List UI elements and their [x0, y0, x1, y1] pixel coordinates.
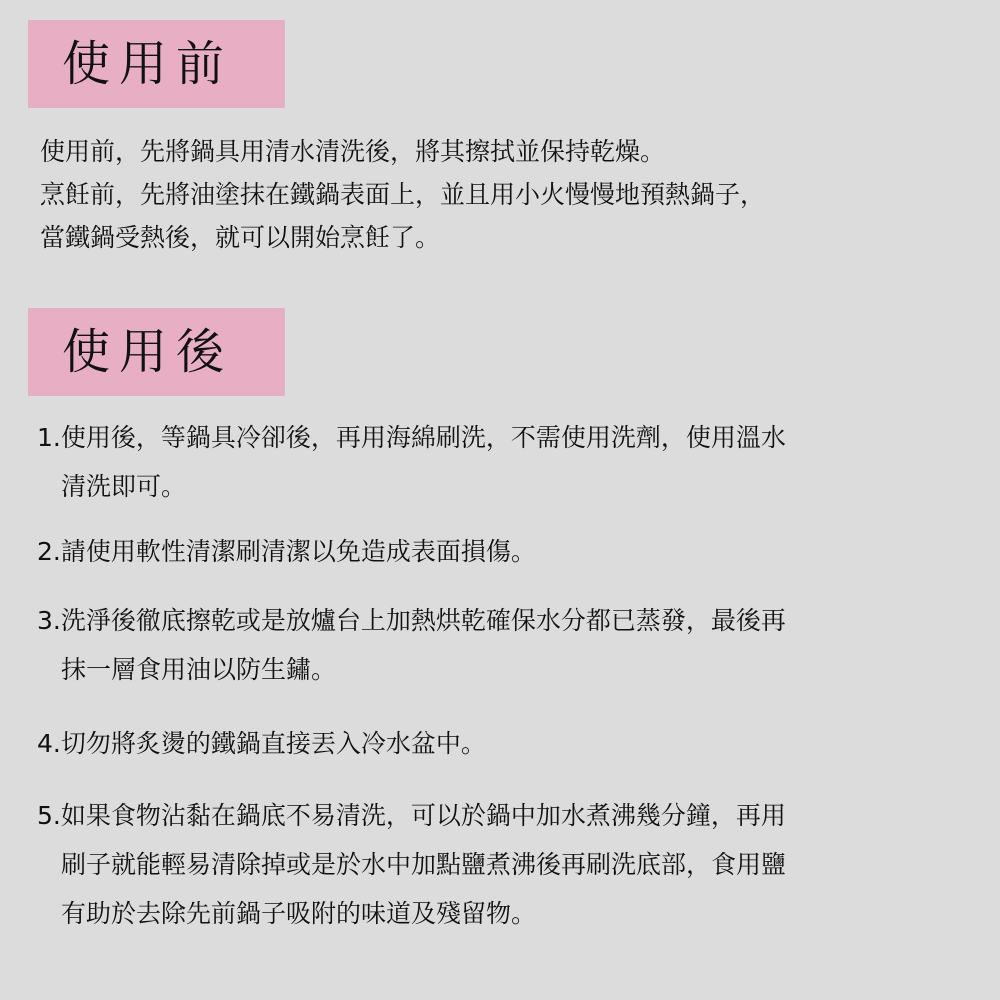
- item-line: 1.使用後，等鍋具冷卻後，再用海綿刷洗，不需使用洗劑，使用溫水: [37, 423, 786, 452]
- after-use-item-5: [37, 791, 967, 938]
- after-use-item-1: [37, 413, 967, 511]
- after-use-item-3: [37, 596, 967, 694]
- before-use-line: 當鐵鍋受熱後，就可以開始烹飪了。: [40, 223, 441, 252]
- after-use-item-4: [37, 719, 967, 768]
- before-use-line: 使用前，先將鍋具用清水清洗後，將其擦拭並保持乾燥。: [40, 137, 666, 166]
- after-use-heading: 使用後: [28, 308, 285, 396]
- item-line: 4.切勿將炙燙的鐵鍋直接丟入冷水盆中。: [37, 729, 486, 758]
- item-line: 3.洗淨後徹底擦乾或是放爐台上加熱烘乾確保水分都已蒸發，最後再: [37, 606, 786, 635]
- item-line: 清洗即可。: [61, 472, 187, 501]
- before-use-paragraph: [40, 130, 960, 259]
- before-use-line: 烹飪前，先將油塗抹在鐵鍋表面上，並且用小火慢慢地預熱鍋子，: [40, 180, 766, 209]
- item-line: 有助於去除先前鍋子吸附的味道及殘留物。: [61, 899, 537, 928]
- item-line: 抹一層食用油以防生鏽。: [61, 655, 337, 684]
- after-use-item-2: [37, 527, 967, 576]
- item-line: 5.如果食物沾黏在鍋底不易清洗，可以於鍋中加水煮沸幾分鐘，再用: [37, 801, 786, 830]
- item-line: 刷子就能輕易清除掉或是於水中加點鹽煮沸後再刷洗底部，食用鹽: [61, 850, 787, 879]
- item-line: 2.請使用軟性清潔刷清潔以免造成表面損傷。: [37, 537, 536, 566]
- before-use-heading: 使用前: [28, 20, 285, 108]
